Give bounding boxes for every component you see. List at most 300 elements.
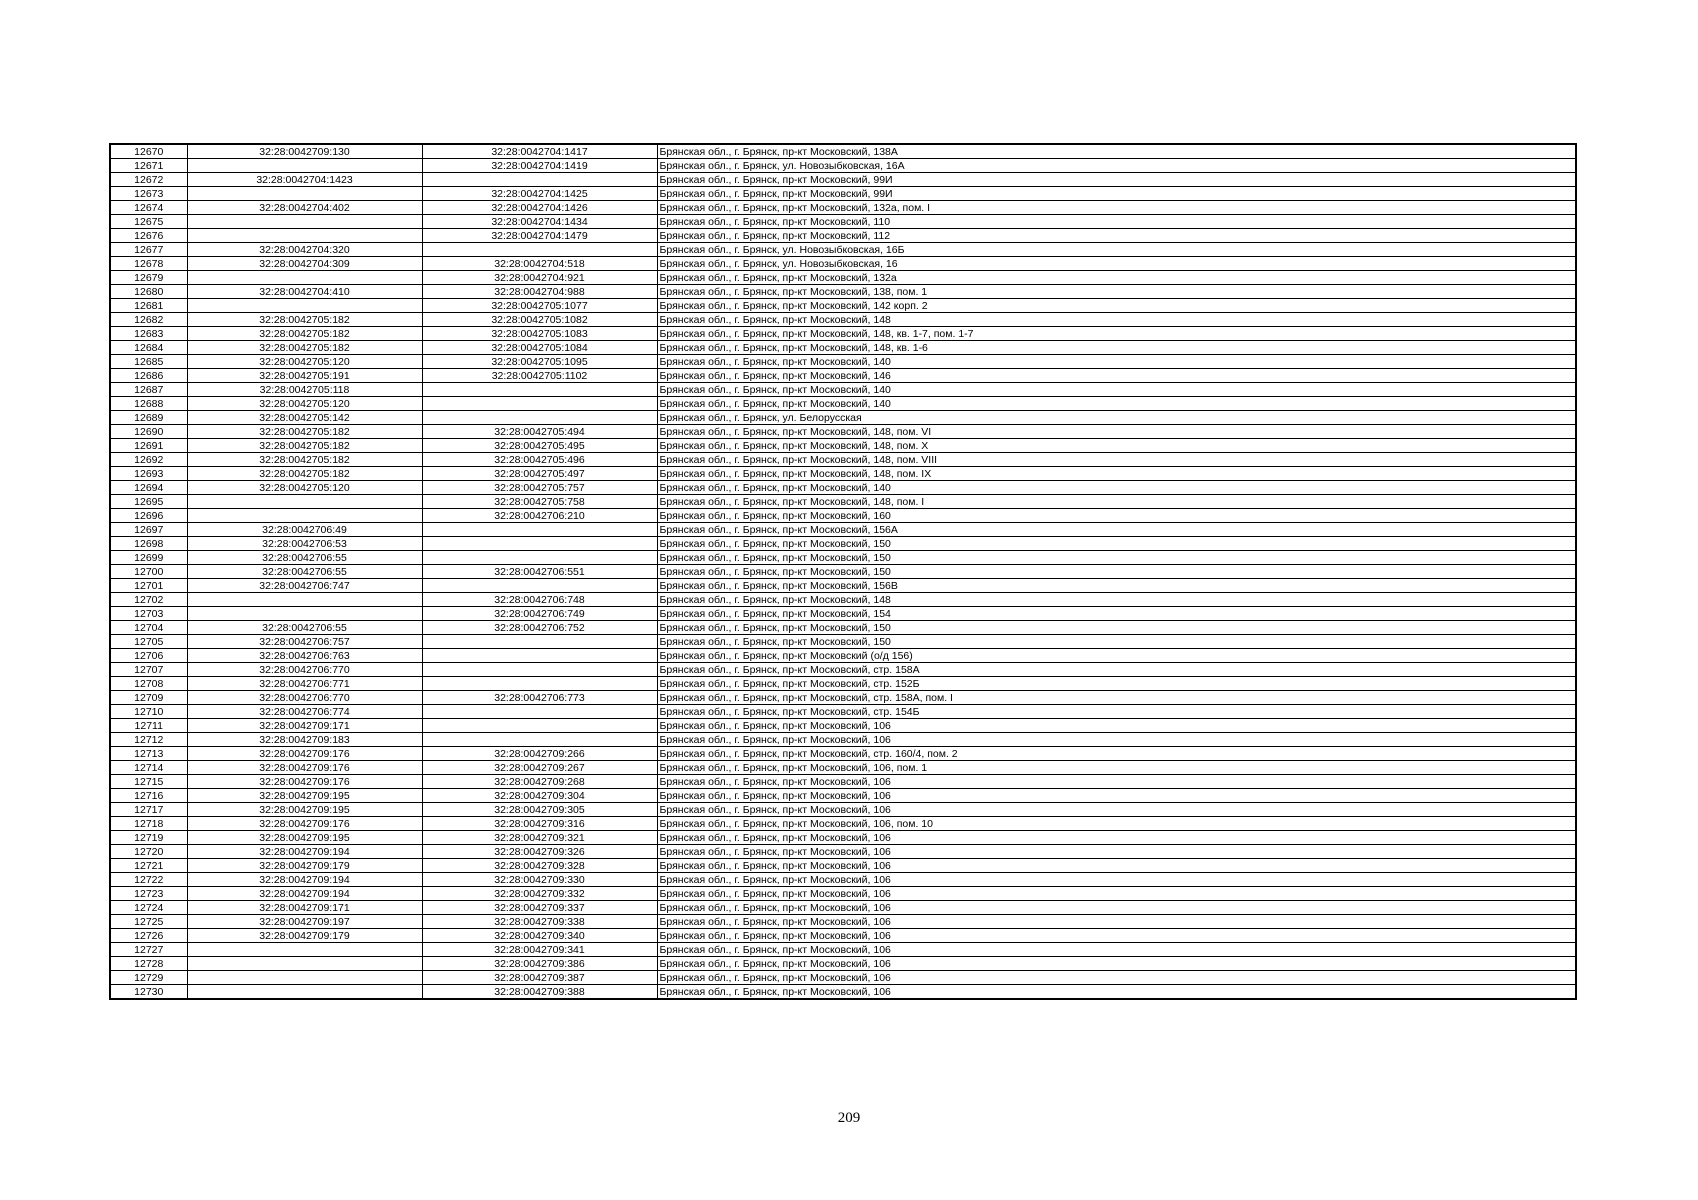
table-row	[110, 663, 1576, 677]
cell-row-number: 12728	[110, 957, 187, 971]
cell-address: Брянская обл., г. Брянск, пр-кт Московский, 110	[657, 215, 1576, 229]
cell-row-number: 12675	[110, 215, 187, 229]
cell-row-number: 12725	[110, 915, 187, 929]
cell-address: Брянская обл., г. Брянск, пр-кт Московский, 138А	[657, 144, 1576, 159]
cell-cadastral-number-b	[422, 677, 657, 691]
cell-address: Брянская обл., г. Брянск, пр-кт Московский, 148, пом. VI	[657, 425, 1576, 439]
cell-cadastral-number-a: 32:28:0042709:195	[187, 831, 422, 845]
table-row	[110, 187, 1576, 201]
cell-cadastral-number-a: 32:28:0042705:182	[187, 439, 422, 453]
cell-cadastral-number-a: 32:28:0042706:49	[187, 523, 422, 537]
table-row	[110, 383, 1576, 397]
cell-cadastral-number-b: 32:28:0042709:266	[422, 747, 657, 761]
cell-cadastral-number-a: 32:28:0042709:130	[187, 144, 422, 159]
table-row	[110, 173, 1576, 187]
cell-cadastral-number-a: 32:28:0042706:774	[187, 705, 422, 719]
cell-address: Брянская обл., г. Брянск, пр-кт Московский, 106, пом. 1	[657, 761, 1576, 775]
table-row	[110, 369, 1576, 383]
cell-cadastral-number-a	[187, 593, 422, 607]
cell-address: Брянская обл., г. Брянск, ул. Новозыбковская, 16	[657, 257, 1576, 271]
table-row	[110, 971, 1576, 985]
cell-cadastral-number-a: 32:28:0042706:771	[187, 677, 422, 691]
cell-row-number: 12693	[110, 467, 187, 481]
table-row	[110, 803, 1576, 817]
cell-cadastral-number-b: 32:28:0042709:305	[422, 803, 657, 817]
cell-address: Брянская обл., г. Брянск, пр-кт Московский, 106	[657, 901, 1576, 915]
cell-address: Брянская обл., г. Брянск, пр-кт Московский, 99И	[657, 173, 1576, 187]
cell-address: Брянская обл., г. Брянск, пр-кт Московский, 132а, пом. I	[657, 201, 1576, 215]
table-row	[110, 453, 1576, 467]
cell-row-number: 12686	[110, 369, 187, 383]
cell-cadastral-number-b	[422, 551, 657, 565]
table-row	[110, 285, 1576, 299]
cell-cadastral-number-b: 32:28:0042709:304	[422, 789, 657, 803]
cell-address: Брянская обл., г. Брянск, пр-кт Московский, 106	[657, 929, 1576, 943]
cell-address: Брянская обл., г. Брянск, пр-кт Московский, 99И	[657, 187, 1576, 201]
table-row	[110, 733, 1576, 747]
cell-cadastral-number-a: 32:28:0042705:182	[187, 467, 422, 481]
table-body	[110, 144, 1576, 999]
cadastral-table	[109, 143, 1577, 1000]
cell-cadastral-number-a	[187, 229, 422, 243]
cell-address: Брянская обл., г. Брянск, пр-кт Московский, 140	[657, 481, 1576, 495]
cell-row-number: 12703	[110, 607, 187, 621]
table-row	[110, 859, 1576, 873]
cell-cadastral-number-a: 32:28:0042709:195	[187, 803, 422, 817]
table-row	[110, 144, 1576, 159]
table-row	[110, 411, 1576, 425]
cell-cadastral-number-b: 32:28:0042705:494	[422, 425, 657, 439]
cell-address: Брянская обл., г. Брянск, пр-кт Московский, 148	[657, 313, 1576, 327]
cell-cadastral-number-a: 32:28:0042705:182	[187, 327, 422, 341]
cell-cadastral-number-a: 32:28:0042709:183	[187, 733, 422, 747]
cell-row-number: 12727	[110, 943, 187, 957]
cell-address: Брянская обл., г. Брянск, пр-кт Московский, 106	[657, 985, 1576, 1000]
cell-cadastral-number-a	[187, 271, 422, 285]
cell-row-number: 12714	[110, 761, 187, 775]
cell-cadastral-number-b: 32:28:0042709:340	[422, 929, 657, 943]
cell-row-number: 12697	[110, 523, 187, 537]
cell-cadastral-number-b: 32:28:0042704:1419	[422, 159, 657, 173]
cell-row-number: 12723	[110, 887, 187, 901]
table-row	[110, 635, 1576, 649]
cell-cadastral-number-a: 32:28:0042706:55	[187, 551, 422, 565]
table-row	[110, 229, 1576, 243]
cell-cadastral-number-b: 32:28:0042706:748	[422, 593, 657, 607]
cell-address: Брянская обл., г. Брянск, пр-кт Московский, 160	[657, 509, 1576, 523]
cell-row-number: 12704	[110, 621, 187, 635]
table-row	[110, 593, 1576, 607]
table-row	[110, 761, 1576, 775]
cell-cadastral-number-a	[187, 159, 422, 173]
cell-cadastral-number-b: 32:28:0042709:316	[422, 817, 657, 831]
cell-row-number: 12700	[110, 565, 187, 579]
cell-address: Брянская обл., г. Брянск, пр-кт Московский, 106	[657, 887, 1576, 901]
cell-address: Брянская обл., г. Брянск, пр-кт Московский, 148, кв. 1-6	[657, 341, 1576, 355]
cell-cadastral-number-a: 32:28:0042705:118	[187, 383, 422, 397]
cell-row-number: 12729	[110, 971, 187, 985]
cell-row-number: 12682	[110, 313, 187, 327]
cell-row-number: 12702	[110, 593, 187, 607]
table-row	[110, 257, 1576, 271]
table-row	[110, 201, 1576, 215]
cell-row-number: 12698	[110, 537, 187, 551]
cell-address: Брянская обл., г. Брянск, пр-кт Московский, 148	[657, 593, 1576, 607]
cell-cadastral-number-b: 32:28:0042705:1082	[422, 313, 657, 327]
cell-cadastral-number-b: 32:28:0042709:328	[422, 859, 657, 873]
cell-row-number: 12685	[110, 355, 187, 369]
cell-cadastral-number-a: 32:28:0042706:747	[187, 579, 422, 593]
cell-row-number: 12674	[110, 201, 187, 215]
cell-address: Брянская обл., г. Брянск, пр-кт Московский, 106	[657, 957, 1576, 971]
table-row	[110, 565, 1576, 579]
cell-row-number: 12705	[110, 635, 187, 649]
cell-address: Брянская обл., г. Брянск, пр-кт Московский, 112	[657, 229, 1576, 243]
cell-row-number: 12694	[110, 481, 187, 495]
table-row	[110, 537, 1576, 551]
cell-cadastral-number-b: 32:28:0042705:496	[422, 453, 657, 467]
cell-address: Брянская обл., г. Брянск, пр-кт Московский, 106	[657, 733, 1576, 747]
cell-cadastral-number-b: 32:28:0042704:1426	[422, 201, 657, 215]
cell-address: Брянская обл., г. Брянск, пр-кт Московский, 106	[657, 859, 1576, 873]
cell-cadastral-number-b: 32:28:0042706:551	[422, 565, 657, 579]
cell-row-number: 12716	[110, 789, 187, 803]
cell-cadastral-number-a: 32:28:0042706:770	[187, 663, 422, 677]
cell-address: Брянская обл., г. Брянск, пр-кт Московский, стр. 154Б	[657, 705, 1576, 719]
cell-address: Брянская обл., г. Брянск, пр-кт Московский, 156А	[657, 523, 1576, 537]
cell-address: Брянская обл., г. Брянск, пр-кт Московский, 106	[657, 789, 1576, 803]
cell-address: Брянская обл., г. Брянск, пр-кт Московский, стр. 158А, пом. I	[657, 691, 1576, 705]
table-row	[110, 215, 1576, 229]
cell-cadastral-number-a	[187, 943, 422, 957]
cell-row-number: 12721	[110, 859, 187, 873]
cell-cadastral-number-a: 32:28:0042704:309	[187, 257, 422, 271]
cell-row-number: 12676	[110, 229, 187, 243]
cell-cadastral-number-a: 32:28:0042705:120	[187, 481, 422, 495]
cell-row-number: 12722	[110, 873, 187, 887]
cell-cadastral-number-b: 32:28:0042706:773	[422, 691, 657, 705]
cell-cadastral-number-b: 32:28:0042709:268	[422, 775, 657, 789]
cell-row-number: 12678	[110, 257, 187, 271]
cell-cadastral-number-a	[187, 509, 422, 523]
cell-cadastral-number-b	[422, 649, 657, 663]
cell-row-number: 12670	[110, 144, 187, 159]
table-row	[110, 887, 1576, 901]
cell-address: Брянская обл., г. Брянск, пр-кт Московский, 150	[657, 551, 1576, 565]
cell-address: Брянская обл., г. Брянск, пр-кт Московский, 154	[657, 607, 1576, 621]
table-row	[110, 873, 1576, 887]
cell-cadastral-number-b	[422, 537, 657, 551]
table-row	[110, 817, 1576, 831]
cell-row-number: 12719	[110, 831, 187, 845]
cell-cadastral-number-b	[422, 523, 657, 537]
cell-address: Брянская обл., г. Брянск, ул. Белорусская	[657, 411, 1576, 425]
cell-cadastral-number-b: 32:28:0042706:752	[422, 621, 657, 635]
table-row	[110, 523, 1576, 537]
cell-cadastral-number-a	[187, 495, 422, 509]
cell-address: Брянская обл., г. Брянск, пр-кт Московский, 150	[657, 565, 1576, 579]
table-row	[110, 901, 1576, 915]
cell-row-number: 12672	[110, 173, 187, 187]
table-row	[110, 243, 1576, 257]
cell-row-number: 12715	[110, 775, 187, 789]
cell-cadastral-number-a: 32:28:0042704:410	[187, 285, 422, 299]
cell-cadastral-number-b	[422, 579, 657, 593]
table-row	[110, 481, 1576, 495]
cell-address: Брянская обл., г. Брянск, пр-кт Московский, 106	[657, 775, 1576, 789]
table-row	[110, 789, 1576, 803]
cell-address: Брянская обл., г. Брянск, пр-кт Московский, 148, кв. 1-7, пом. 1-7	[657, 327, 1576, 341]
cell-address: Брянская обл., г. Брянск, пр-кт Московский, 132а	[657, 271, 1576, 285]
cell-cadastral-number-a: 32:28:0042709:194	[187, 887, 422, 901]
cell-cadastral-number-a: 32:28:0042706:757	[187, 635, 422, 649]
cell-cadastral-number-a	[187, 187, 422, 201]
cell-address: Брянская обл., г. Брянск, пр-кт Московский, 148, пом. IX	[657, 467, 1576, 481]
cell-row-number: 12709	[110, 691, 187, 705]
table-row	[110, 551, 1576, 565]
cell-cadastral-number-b	[422, 243, 657, 257]
table-row	[110, 425, 1576, 439]
cell-cadastral-number-a: 32:28:0042705:120	[187, 397, 422, 411]
cell-address: Брянская обл., г. Брянск, пр-кт Московский, 140	[657, 397, 1576, 411]
table-row	[110, 747, 1576, 761]
cell-cadastral-number-b	[422, 733, 657, 747]
cell-cadastral-number-a	[187, 957, 422, 971]
cell-cadastral-number-b: 32:28:0042705:1095	[422, 355, 657, 369]
table-row	[110, 439, 1576, 453]
cell-cadastral-number-b: 32:28:0042705:758	[422, 495, 657, 509]
cell-cadastral-number-b: 32:28:0042705:757	[422, 481, 657, 495]
cell-address: Брянская обл., г. Брянск, пр-кт Московский, 106	[657, 943, 1576, 957]
cell-cadastral-number-b	[422, 635, 657, 649]
cell-row-number: 12711	[110, 719, 187, 733]
cell-row-number: 12690	[110, 425, 187, 439]
cell-cadastral-number-a: 32:28:0042709:176	[187, 761, 422, 775]
cell-address: Брянская обл., г. Брянск, пр-кт Московский, 106	[657, 915, 1576, 929]
cell-cadastral-number-a: 32:28:0042705:182	[187, 453, 422, 467]
cell-address: Брянская обл., г. Брянск, пр-кт Московский, 156В	[657, 579, 1576, 593]
cell-address: Брянская обл., г. Брянск, пр-кт Московский, 148, пом. I	[657, 495, 1576, 509]
cell-cadastral-number-a: 32:28:0042709:171	[187, 901, 422, 915]
cell-address: Брянская обл., г. Брянск, пр-кт Московский, 106	[657, 873, 1576, 887]
table-row	[110, 691, 1576, 705]
cell-address: Брянская обл., г. Брянск, ул. Новозыбковская, 16Б	[657, 243, 1576, 257]
cell-row-number: 12724	[110, 901, 187, 915]
cell-cadastral-number-b: 32:28:0042705:1083	[422, 327, 657, 341]
cell-row-number: 12717	[110, 803, 187, 817]
table-row	[110, 915, 1576, 929]
cell-cadastral-number-b: 32:28:0042704:1479	[422, 229, 657, 243]
table-row	[110, 705, 1576, 719]
table-row	[110, 831, 1576, 845]
cell-cadastral-number-a: 32:28:0042706:770	[187, 691, 422, 705]
table-row	[110, 159, 1576, 173]
table-row	[110, 495, 1576, 509]
cell-cadastral-number-b: 32:28:0042705:1077	[422, 299, 657, 313]
cell-cadastral-number-b	[422, 411, 657, 425]
cell-cadastral-number-b: 32:28:0042705:495	[422, 439, 657, 453]
cell-cadastral-number-b	[422, 397, 657, 411]
cell-cadastral-number-a: 32:28:0042709:171	[187, 719, 422, 733]
table-row	[110, 943, 1576, 957]
cell-cadastral-number-b: 32:28:0042704:518	[422, 257, 657, 271]
cell-row-number: 12684	[110, 341, 187, 355]
cell-cadastral-number-b: 32:28:0042709:341	[422, 943, 657, 957]
table-row	[110, 313, 1576, 327]
cell-address: Брянская обл., г. Брянск, пр-кт Московский, 150	[657, 635, 1576, 649]
table-row	[110, 467, 1576, 481]
cell-row-number: 12683	[110, 327, 187, 341]
cell-row-number: 12712	[110, 733, 187, 747]
table-row	[110, 719, 1576, 733]
cell-cadastral-number-a: 32:28:0042705:142	[187, 411, 422, 425]
cell-cadastral-number-a: 32:28:0042705:182	[187, 313, 422, 327]
cell-cadastral-number-a: 32:28:0042709:194	[187, 845, 422, 859]
table-row	[110, 929, 1576, 943]
cell-cadastral-number-b: 32:28:0042709:321	[422, 831, 657, 845]
cell-cadastral-number-b: 32:28:0042704:1434	[422, 215, 657, 229]
table-row	[110, 327, 1576, 341]
cell-cadastral-number-b: 32:28:0042704:1417	[422, 144, 657, 159]
table-row	[110, 677, 1576, 691]
cell-address: Брянская обл., г. Брянск, пр-кт Московский, стр. 152Б	[657, 677, 1576, 691]
cell-address: Брянская обл., г. Брянск, пр-кт Московский, 106, пом. 10	[657, 817, 1576, 831]
table-row	[110, 649, 1576, 663]
cell-address: Брянская обл., г. Брянск, пр-кт Московский, 150	[657, 621, 1576, 635]
cell-cadastral-number-b: 32:28:0042704:921	[422, 271, 657, 285]
cell-cadastral-number-a: 32:28:0042705:182	[187, 341, 422, 355]
table-row	[110, 607, 1576, 621]
cell-address: Брянская обл., г. Брянск, ул. Новозыбковская, 16А	[657, 159, 1576, 173]
cell-cadastral-number-a	[187, 299, 422, 313]
table-row	[110, 299, 1576, 313]
cell-cadastral-number-b: 32:28:0042709:330	[422, 873, 657, 887]
cell-cadastral-number-b	[422, 663, 657, 677]
table-row	[110, 957, 1576, 971]
cell-cadastral-number-a: 32:28:0042709:176	[187, 747, 422, 761]
table-row	[110, 621, 1576, 635]
cell-cadastral-number-a	[187, 971, 422, 985]
cell-address: Брянская обл., г. Брянск, пр-кт Московский, 106	[657, 845, 1576, 859]
cell-row-number: 12687	[110, 383, 187, 397]
cell-cadastral-number-b: 32:28:0042709:337	[422, 901, 657, 915]
cell-address: Брянская обл., г. Брянск, пр-кт Московский, 106	[657, 803, 1576, 817]
cell-cadastral-number-a: 32:28:0042709:179	[187, 929, 422, 943]
cell-cadastral-number-a: 32:28:0042709:176	[187, 775, 422, 789]
cell-cadastral-number-b: 32:28:0042709:338	[422, 915, 657, 929]
cell-address: Брянская обл., г. Брянск, пр-кт Московский, стр. 160/4, пом. 2	[657, 747, 1576, 761]
cell-address: Брянская обл., г. Брянск, пр-кт Московский, стр. 158А	[657, 663, 1576, 677]
cell-address: Брянская обл., г. Брянск, пр-кт Московский, 138, пом. 1	[657, 285, 1576, 299]
cell-cadastral-number-a: 32:28:0042709:197	[187, 915, 422, 929]
cell-cadastral-number-b: 32:28:0042706:210	[422, 509, 657, 523]
cell-address: Брянская обл., г. Брянск, пр-кт Московский, 146	[657, 369, 1576, 383]
cell-row-number: 12730	[110, 985, 187, 1000]
cell-row-number: 12701	[110, 579, 187, 593]
cell-address: Брянская обл., г. Брянск, пр-кт Московский, 142 корп. 2	[657, 299, 1576, 313]
cell-row-number: 12692	[110, 453, 187, 467]
cell-cadastral-number-a: 32:28:0042705:182	[187, 425, 422, 439]
cell-row-number: 12720	[110, 845, 187, 859]
cell-cadastral-number-a: 32:28:0042709:176	[187, 817, 422, 831]
cell-cadastral-number-a: 32:28:0042709:195	[187, 789, 422, 803]
cell-address: Брянская обл., г. Брянск, пр-кт Московский, 148, пом. X	[657, 439, 1576, 453]
cell-row-number: 12696	[110, 509, 187, 523]
cell-cadastral-number-b: 32:28:0042709:387	[422, 971, 657, 985]
cell-cadastral-number-b: 32:28:0042705:497	[422, 467, 657, 481]
table-row	[110, 775, 1576, 789]
cell-cadastral-number-b	[422, 719, 657, 733]
cell-row-number: 12688	[110, 397, 187, 411]
cell-cadastral-number-a: 32:28:0042704:402	[187, 201, 422, 215]
cell-cadastral-number-b: 32:28:0042709:388	[422, 985, 657, 1000]
cell-cadastral-number-b: 32:28:0042706:749	[422, 607, 657, 621]
cell-cadastral-number-a	[187, 607, 422, 621]
cell-row-number: 12718	[110, 817, 187, 831]
cell-row-number: 12681	[110, 299, 187, 313]
cell-row-number: 12689	[110, 411, 187, 425]
cell-row-number: 12707	[110, 663, 187, 677]
cell-row-number: 12713	[110, 747, 187, 761]
cell-cadastral-number-a: 32:28:0042709:179	[187, 859, 422, 873]
cell-cadastral-number-a: 32:28:0042705:120	[187, 355, 422, 369]
cell-cadastral-number-a: 32:28:0042704:1423	[187, 173, 422, 187]
cell-cadastral-number-b	[422, 383, 657, 397]
cell-address: Брянская обл., г. Брянск, пр-кт Московский, 140	[657, 355, 1576, 369]
cell-address: Брянская обл., г. Брянск, пр-кт Московский, 140	[657, 383, 1576, 397]
cell-cadastral-number-b: 32:28:0042704:1425	[422, 187, 657, 201]
cell-row-number: 12680	[110, 285, 187, 299]
cell-cadastral-number-a: 32:28:0042704:320	[187, 243, 422, 257]
table-row	[110, 509, 1576, 523]
cell-row-number: 12726	[110, 929, 187, 943]
cell-row-number: 12695	[110, 495, 187, 509]
cell-cadastral-number-a: 32:28:0042706:55	[187, 565, 422, 579]
cell-cadastral-number-b: 32:28:0042709:332	[422, 887, 657, 901]
cell-cadastral-number-a: 32:28:0042705:191	[187, 369, 422, 383]
table-row	[110, 985, 1576, 1000]
cell-cadastral-number-a: 32:28:0042709:194	[187, 873, 422, 887]
cell-row-number: 12679	[110, 271, 187, 285]
cell-row-number: 12677	[110, 243, 187, 257]
cell-address: Брянская обл., г. Брянск, пр-кт Московский, 106	[657, 831, 1576, 845]
page-number: 209	[837, 1110, 861, 1126]
cell-row-number: 12699	[110, 551, 187, 565]
cell-cadastral-number-b	[422, 173, 657, 187]
cell-cadastral-number-a	[187, 985, 422, 1000]
cell-row-number: 12691	[110, 439, 187, 453]
cell-cadastral-number-a: 32:28:0042706:55	[187, 621, 422, 635]
table-row	[110, 341, 1576, 355]
cell-address: Брянская обл., г. Брянск, пр-кт Московский, 106	[657, 971, 1576, 985]
cell-cadastral-number-a	[187, 215, 422, 229]
cell-cadastral-number-b: 32:28:0042709:326	[422, 845, 657, 859]
cell-cadastral-number-b: 32:28:0042709:267	[422, 761, 657, 775]
cell-cadastral-number-b: 32:28:0042704:988	[422, 285, 657, 299]
table-row	[110, 845, 1576, 859]
cell-row-number: 12708	[110, 677, 187, 691]
cell-cadastral-number-a: 32:28:0042706:53	[187, 537, 422, 551]
cell-cadastral-number-b: 32:28:0042705:1102	[422, 369, 657, 383]
table-row	[110, 271, 1576, 285]
cell-row-number: 12673	[110, 187, 187, 201]
cell-cadastral-number-b: 32:28:0042705:1084	[422, 341, 657, 355]
table-row	[110, 397, 1576, 411]
cell-row-number: 12671	[110, 159, 187, 173]
cell-address: Брянская обл., г. Брянск, пр-кт Московский, 106	[657, 719, 1576, 733]
table-row	[110, 579, 1576, 593]
cell-address: Брянская обл., г. Брянск, пр-кт Московский (о/д 156)	[657, 649, 1576, 663]
